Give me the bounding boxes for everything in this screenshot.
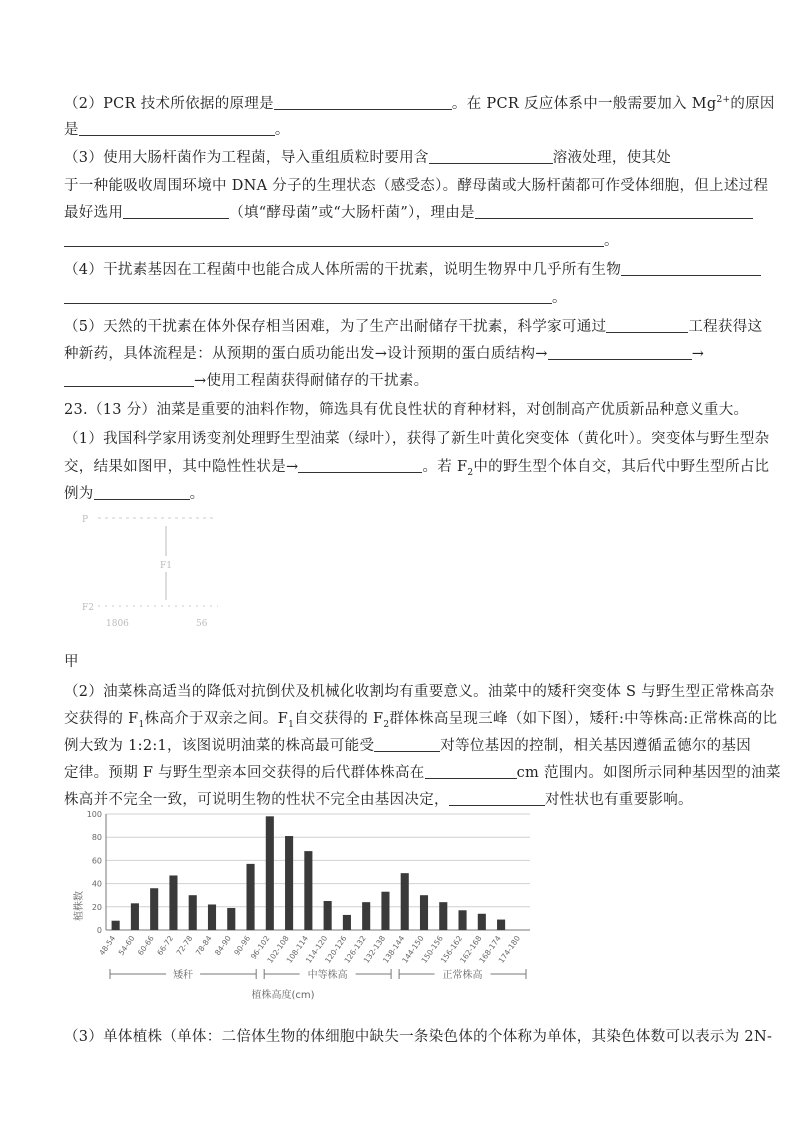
group-label: 正常株高 — [442, 970, 483, 981]
answer-blank[interactable] — [621, 261, 761, 276]
answer-blank[interactable] — [374, 737, 440, 752]
q3-line-4: 。 — [64, 229, 619, 250]
x-tick-label: 90-96 — [232, 933, 253, 958]
f2-count-b: 56 — [196, 619, 208, 629]
answer-blank[interactable] — [274, 95, 452, 110]
bar — [304, 851, 312, 930]
x-axis-label: 植株高度(cm) — [251, 990, 315, 1001]
y-tick-label: 20 — [91, 902, 102, 912]
q23-title: 23.（13 分）油菜是重要的油料作物，筛选具有优良性状的育种材料，对创制高产优质新品种意义重大。 — [64, 402, 749, 418]
answer-blank[interactable] — [548, 345, 692, 360]
bar — [381, 892, 389, 930]
answer-blank[interactable] — [123, 204, 229, 219]
q2-line-1: （2）PCR 技术所依据的原理是 。在 PCR 反应体系中一般需要加入 $Mg^{2+}$的原因 — [64, 95, 775, 112]
answer-blank[interactable] — [425, 764, 517, 779]
chart-ticks — [97, 934, 522, 965]
q5-line-2: 种新药，具体流程是：从预期的蛋白质功能出发→设计预期的蛋白质结构→ → — [64, 346, 705, 362]
bar — [131, 903, 139, 930]
bar — [169, 875, 177, 930]
x-tick-label: 84-90 — [213, 933, 233, 958]
f1-label: F1 — [160, 561, 172, 571]
y-tick-label: 100 — [86, 810, 102, 819]
bar — [497, 920, 505, 930]
chart-groups — [110, 967, 526, 981]
bar — [439, 902, 447, 930]
y-tick-label: 40 — [91, 879, 102, 889]
bar — [324, 901, 332, 930]
f2-label: F2 — [82, 603, 94, 613]
x-tick-label: 114-120 — [303, 933, 330, 965]
f2-count: 1806 — [106, 619, 129, 629]
x-tick-label: 78-84 — [193, 933, 214, 958]
bar — [150, 888, 158, 930]
x-tick-label: 162-168 — [458, 933, 484, 965]
answer-blank[interactable] — [94, 485, 190, 500]
answer-blank[interactable] — [64, 289, 552, 304]
group-label: 矮秆 — [173, 970, 194, 981]
x-tick-label: 120-126 — [323, 933, 349, 965]
q23-2-line-5: 株高并不完全一致，可说明生物的性状不完全由基因决定， 对性状也有重要影响。 — [64, 792, 693, 808]
x-tick-label: 72-78 — [174, 933, 195, 958]
bar — [227, 908, 235, 930]
x-tick-label: 126-132 — [342, 933, 368, 965]
bar — [246, 864, 254, 930]
q23-1-line-2: 交，结果如图甲，其中隐性性状是→ 。若 $F_2$中的野生型个体自交，其后代中野生型所占比 — [64, 459, 770, 478]
q23-1-line-1: （1）我国科学家用诱变剂处理野生型油菜（绿叶），获得了新生叶黄化突变体（黄化叶）。突变体与野生型杂 — [64, 431, 770, 447]
x-tick-label: 138-144 — [381, 933, 407, 965]
bar — [401, 873, 409, 930]
q5-line-3: →使用工程菌获得耐储存的干扰素。 — [64, 369, 428, 390]
bar — [478, 914, 486, 930]
bar — [208, 904, 216, 930]
chart-bars — [112, 816, 506, 930]
y-tick-label: 80 — [91, 833, 102, 843]
cross-diagram-svg — [78, 508, 258, 633]
figure-jia-label: 甲 — [64, 654, 79, 670]
x-tick-label: 132-138 — [361, 933, 388, 965]
x-tick-label: 108-114 — [284, 933, 311, 965]
bar — [112, 921, 120, 930]
x-tick-label: 168-174 — [477, 933, 503, 965]
x-tick-label: 144-150 — [400, 933, 426, 965]
q4-line-2: 。 — [64, 286, 567, 307]
q3-line-2: 于一种能吸收周围环境中 DNA 分子的生理状态（感受态）。酵母菌或大肠杆菌都可作受体细胞，但上述过程 — [64, 178, 769, 194]
q23-3-line-1: （3）单体植株（单体：二倍体生物的体细胞中缺失一条染色体的个体称为单体，其染色体数可以表示为 2N- — [64, 1029, 773, 1045]
group-label: 中等株高 — [307, 970, 348, 981]
x-tick-label: 54-60 — [116, 933, 137, 958]
bar — [343, 915, 351, 930]
x-tick-label: 66-72 — [155, 933, 176, 958]
bar — [189, 895, 197, 930]
answer-blank[interactable] — [64, 232, 604, 247]
q3-line-3: 最好选用 （填“酵母菌”或“大肠杆菌”），理由是 — [64, 201, 753, 222]
x-tick-label: 150-156 — [419, 933, 445, 965]
p-label: P — [82, 515, 89, 525]
answer-blank[interactable] — [449, 791, 545, 806]
x-tick-label: 156-162 — [438, 933, 465, 965]
answer-blank[interactable] — [298, 458, 422, 473]
answer-blank[interactable] — [475, 204, 753, 219]
q4-line-1: （4）干扰素基因在工程菌中也能合成人体所需的干扰素，说明生物界中几乎所有生物 — [64, 258, 761, 279]
bar — [266, 816, 274, 930]
answer-blank[interactable] — [64, 372, 194, 387]
answer-blank[interactable] — [429, 149, 553, 164]
q23-2-line-4: 定律。预期 F 与野生型亲本回交获得的后代群体株高在 cm 范围内。如图所示同种基因型的油菜 — [64, 765, 781, 781]
y-tick-label: 60 — [91, 856, 102, 866]
q23-2-line-1: （2）油菜株高适当的降低对抗倒伏及机械化收割均有重要意义。油菜中的矮秆突变体 S 与野生型正常株高杂 — [64, 684, 775, 700]
bar — [362, 902, 370, 930]
q2-line-2: 是 。 — [64, 122, 290, 138]
y-axis-label: 植株数 — [74, 891, 85, 921]
y-tick-label: 0 — [96, 926, 102, 935]
bar — [420, 895, 428, 930]
q23-1-line-3: 例为 。 — [64, 486, 205, 502]
cross-diagram — [78, 508, 258, 633]
bar — [285, 836, 293, 930]
x-tick-label: 102-108 — [265, 933, 291, 965]
answer-blank[interactable] — [606, 318, 688, 333]
bar — [458, 910, 466, 930]
q23-2-line-2: 交获得的 $F_1$株高介于双亲之间。$F_1$自交获得的 $F_2$群体株高呈现三峰（如下图），矮秆:中等株高:正常株高的比 — [64, 711, 778, 730]
q3-line-1: （3）使用大肠杆菌作为工程菌，导入重组质粒时要用含 溶液处理，使其处 — [64, 150, 672, 166]
x-tick-label: 174-180 — [496, 933, 523, 965]
q23-2-line-3: 例大致为 1:2:1，该图说明油菜的株高最可能受 对等位基因的控制，相关基因遵循孟德尔的基因 — [64, 738, 752, 754]
q5-line-1: （5）天然的干扰素在体外保存相当困难，为了生产出耐储存干扰素，科学家可通过 工程获得这 — [64, 319, 763, 335]
x-tick-label: 60-66 — [135, 933, 156, 958]
answer-blank[interactable] — [79, 121, 275, 136]
plant-height-bar-chart — [68, 806, 538, 1001]
x-tick-label: 96-102 — [248, 933, 272, 961]
x-tick-label: 48-54 — [97, 933, 118, 958]
